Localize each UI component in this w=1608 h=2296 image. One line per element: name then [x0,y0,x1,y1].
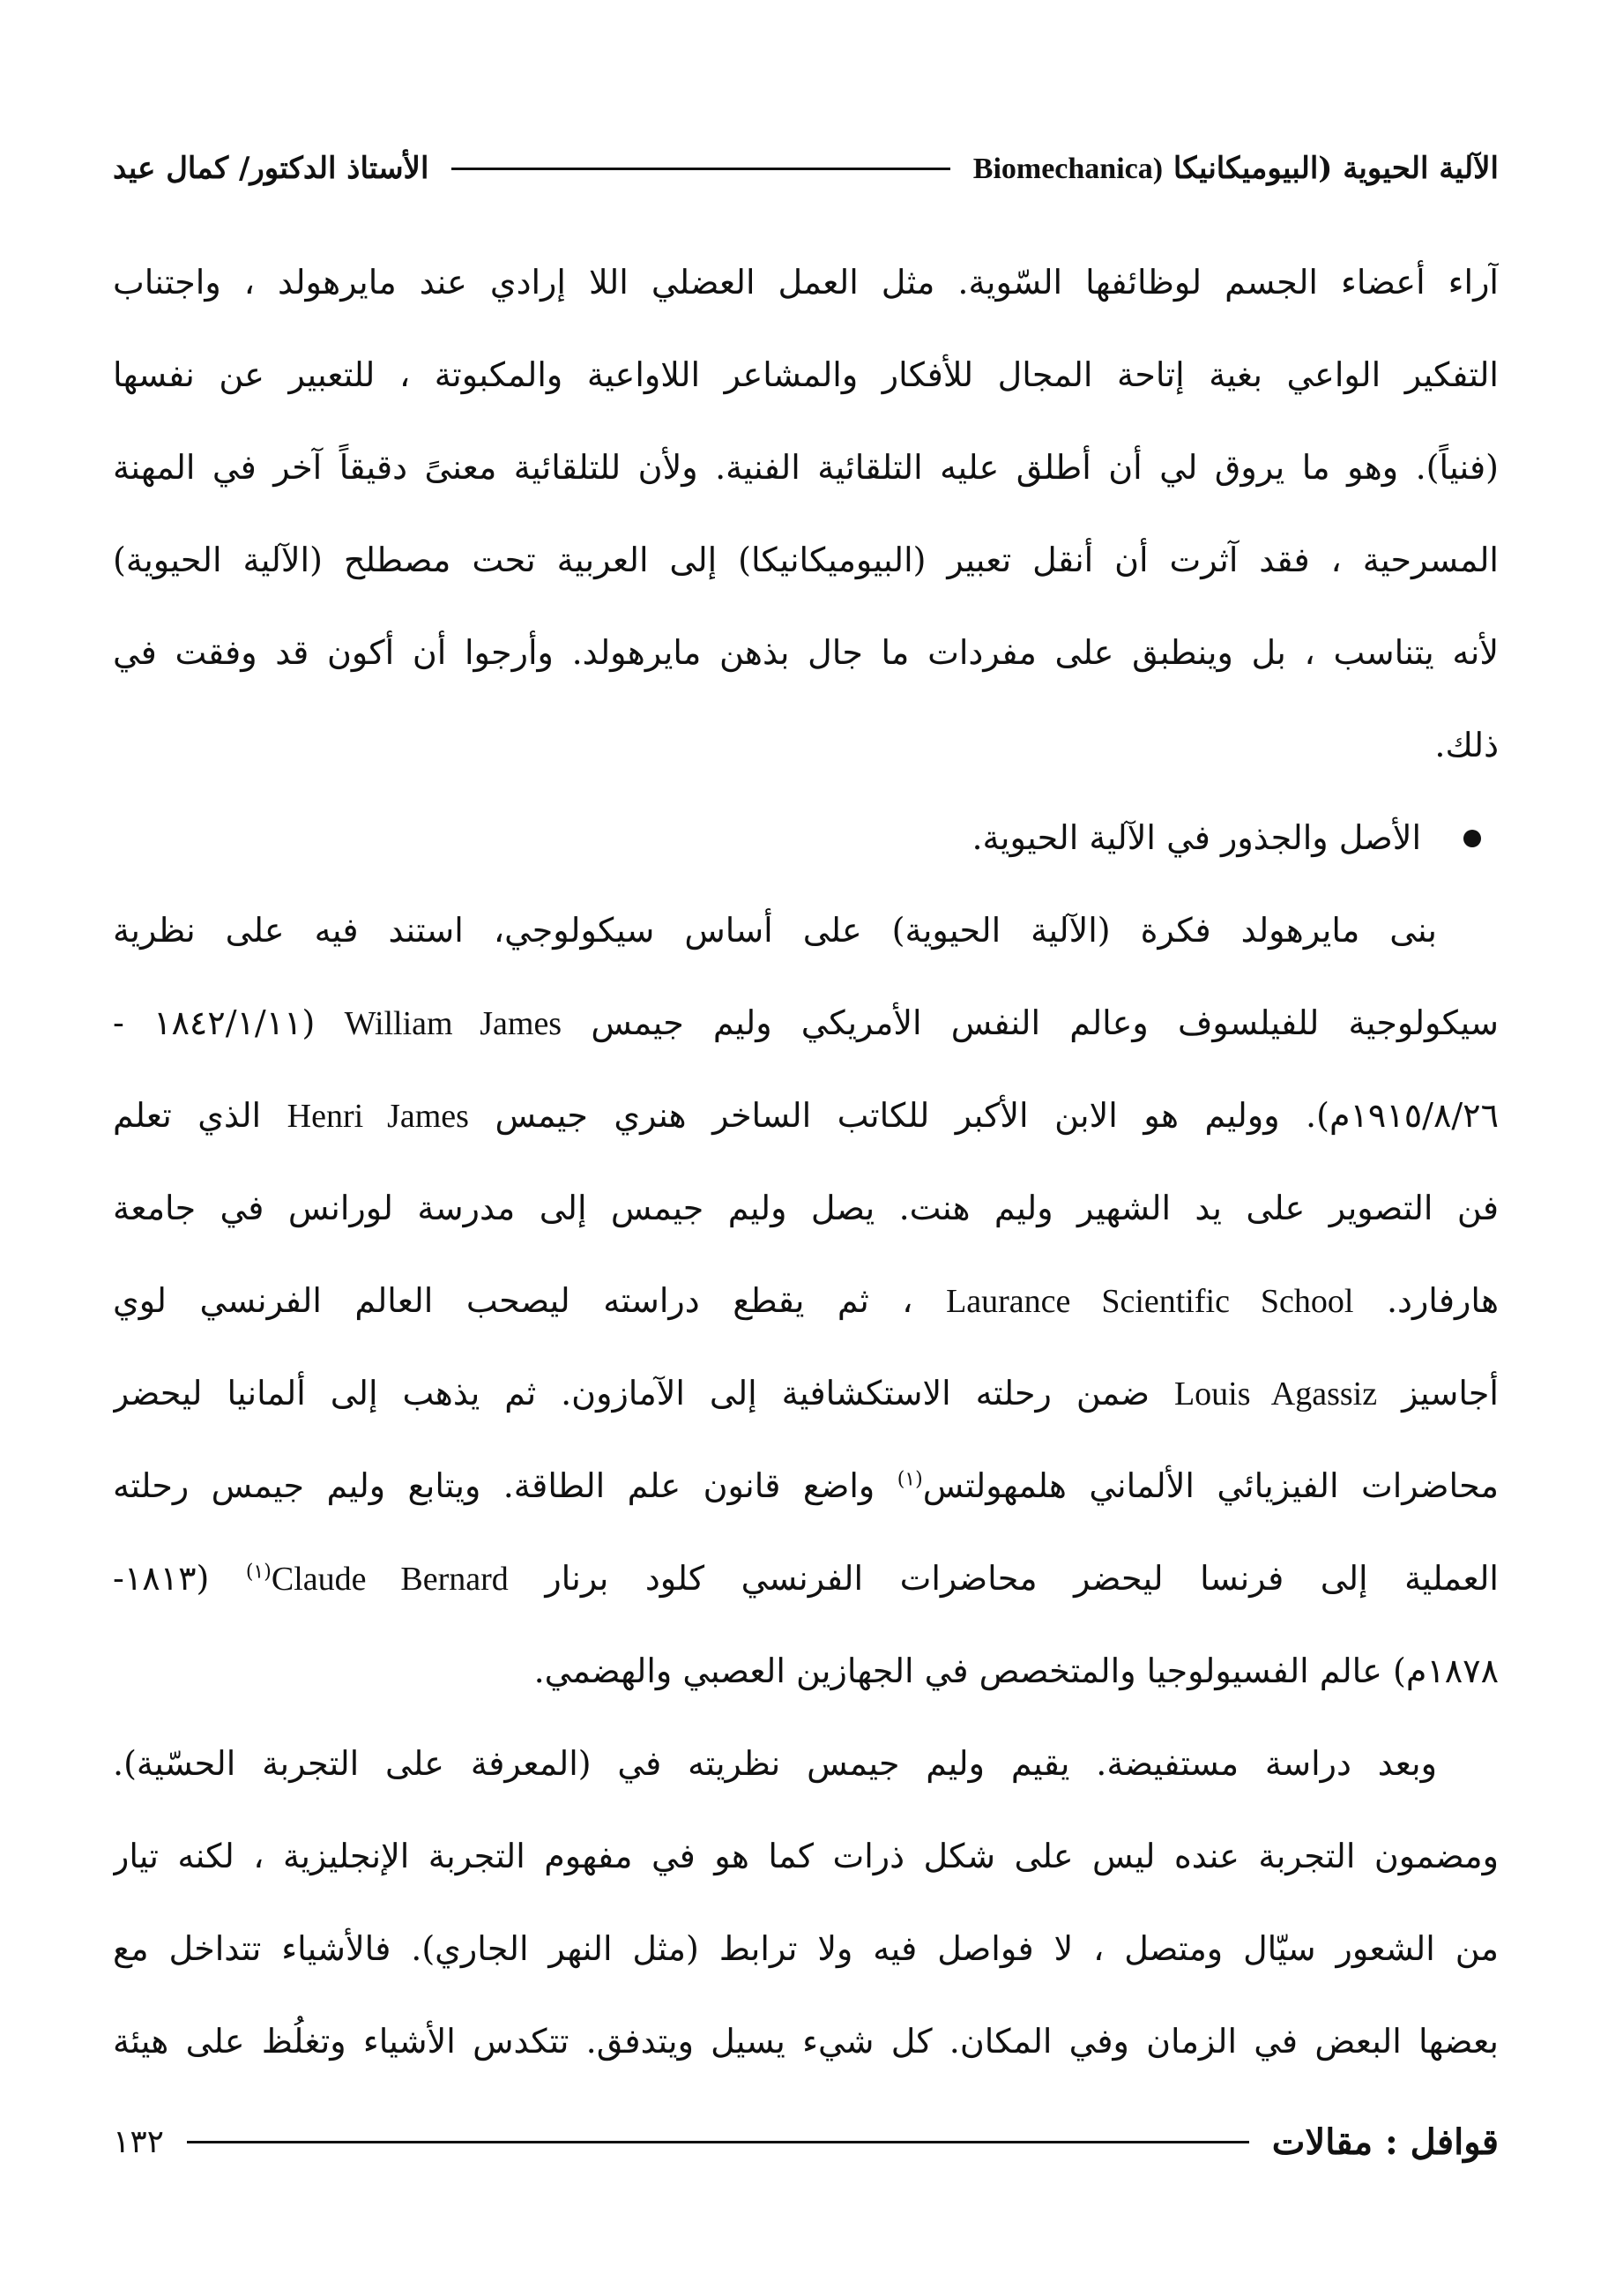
text-line [113,1255,1499,1347]
text-line: بعضها البعض في الزمان وفي المكان. كل شيء يسيل ويتدفق. تتكدس الأشياء وتغلُظ على هيئة [113,2022,1499,2061]
text-segment: محاضرات الفيزيائي الألماني هلمهولتس [922,1466,1499,1505]
latin-name: Henri James [287,1098,469,1135]
header-title-arabic: الآلية الحيوية (البيوميكانيكا [1172,151,1499,186]
text-line: بنى مايرهولد فكرة (الآلية الحيوية) على أساس سيكولوجي، استند فيه على نظرية [113,911,1437,950]
latin-name: William James [344,1005,562,1042]
text-line: آراء أعضاء الجسم لوظائفها السّوية. مثل العمل العضلي اللا إرادي عند مايرهولد ، واجتناب [113,263,1499,302]
paragraph-1 [113,236,1499,792]
latin-name: Claude Bernard [271,1561,509,1598]
text-line [113,1532,1499,1625]
text-line: وبعد دراسة مستفيضة. يقيم وليم جيمس نظريته في (المعرفة على التجربة الحسّية). [113,1744,1437,1783]
bullet-icon [1463,830,1481,847]
latin-name: Louis Agassiz [1173,1375,1378,1413]
running-header [113,139,1499,198]
text-line: التفكير الواعي بغية إتاحة المجال للأفكار والمشاعر اللاواعية والمكبوتة ، للتعبير عن نفسها [113,355,1499,394]
text-line [113,1440,1499,1532]
text-line [113,977,1499,1070]
header-title [973,151,1499,186]
text-segment: الذي تعلم [113,1096,262,1135]
text-line: لأنه يتناسب ، بل وينطبق على مفردات ما جال بذهن مايرهولد. وأرجوا أن أكون قد وفقت في [113,633,1499,672]
text-segment: سيكولوجية للفيلسوف وعالم النفس الأمريكي وليم جيمس [591,1003,1499,1042]
text-line: المسرحية ، فقد آثرت أن أنقل تعبير (البيوميكانيكا) إلى العربية تحت مصطلح (الآلية الحيوية) [113,540,1499,579]
text-line: من الشعور سيّال ومتصل ، لا فواصل فيه ولا ترابط (مثل النهر الجاري). فالأشياء تتداخل مع [113,1929,1499,1968]
text-line: فن التصوير على يد الشهير وليم هنت. يصل وليم جيمس إلى مدرسة لورانس في جامعة [113,1189,1499,1227]
text-line: ١٨٧٨م) عالم الفسيولوجيا والمتخصص في الجهازين العصبي والهضمي. [533,1651,1499,1690]
text-segment: ، ثم يقطع دراسته ليصحب العالم الفرنسي لوي [113,1281,913,1320]
text-segment: هارفارد. [1386,1281,1499,1320]
header-rule [451,168,949,170]
text-segment: واضع قانون علم الطاقة. ويتابع وليم جيمس رحلته [113,1466,875,1505]
section-heading [113,792,1499,884]
page-number: ١٣٢ [113,2123,165,2160]
paragraph-2 [113,884,1499,1718]
section-heading-text: الأصل والجذور في الآلية الحيوية. [972,818,1421,857]
text-segment: أجاسيز [1402,1374,1499,1413]
header-title-latin: Biomechanica) [972,153,1164,185]
text-segment: ١٩١٥/٨/٢٦م). ووليم هو الابن الأكبر للكاتب الساخر هنري جيمس [495,1096,1499,1135]
text-segment: العملية إلى فرنسا ليحضر محاضرات الفرنسي كلود برنار [545,1559,1499,1598]
text-line: (فنياً). وهو ما يروق لي أن أطلق عليه التلقائية الفنية. ولأن للتلقائية معنىً دقيقاً آخر في المهنة [113,448,1499,487]
journal-name: قوافل : مقالات [1271,2121,1499,2163]
footer-rule [187,2141,1249,2143]
article-body [113,236,1499,2088]
latin-name: Laurance Scientific School [946,1283,1354,1320]
text-segment: (١٨٤٢/١/١١ - [113,1003,316,1042]
text-line [113,1347,1499,1440]
text-segment: (١٨١٣- [113,1559,210,1598]
text-line [113,1070,1499,1162]
text-line: ومضمون التجربة عنده ليس على شكل ذرات كما هو في مفهوم التجربة الإنجليزية ، لكنه تيار [113,1837,1499,1875]
footnote-marker: (١) [245,1561,272,1584]
footnote-marker: (١) [897,1468,923,1491]
text-segment: ضمن رحلته الاستكشافية إلى الآمازون. ثم يذهب إلى ألمانيا ليحضر [113,1374,1150,1413]
page-footer [113,2111,1499,2173]
text-line: ذلك. [1434,726,1499,764]
paragraph-3 [113,1718,1499,2088]
header-author: الأستاذ الدكتور/ كمال عيد [113,151,429,186]
